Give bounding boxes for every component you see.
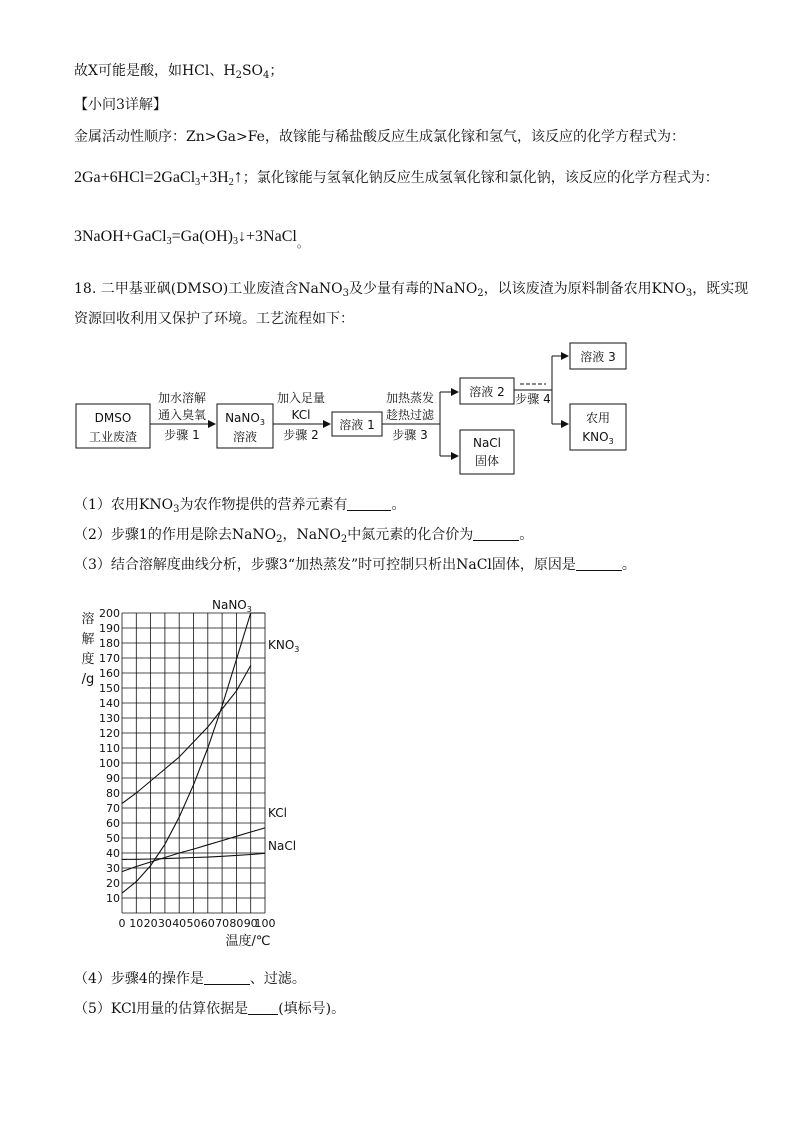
gas-arrow: ↑ [233, 166, 243, 186]
label-nano3: NaNO$_3$ [212, 598, 252, 614]
solution-line-1 [74, 60, 283, 81]
y-tick-label: 130 [99, 712, 120, 725]
text: ，以该废渣为原料制备农用KNO [483, 281, 686, 297]
x-tick-label: 20 [143, 917, 158, 930]
text: （1）农用KNO [74, 497, 174, 513]
subscript: 3 [233, 236, 239, 247]
text: ，NaNO [282, 527, 341, 543]
question-18-intro [74, 278, 748, 299]
text: 故X可能是酸，如HCl、H [74, 63, 236, 79]
y-axis-label-char: /g [81, 672, 95, 687]
label-kcl: KCl [268, 806, 287, 820]
label-kno3: $KNO_3$ [268, 638, 300, 654]
y-tick-label: 120 [99, 727, 120, 740]
y-tick-label: 30 [106, 862, 120, 875]
x-tick-label: 50 [186, 917, 201, 930]
text: ；氯化镓能与氢氧化钠反应生成氢氧化镓和氯化钠，该反应的化学方程式为： [242, 171, 719, 186]
answer-blank [347, 498, 391, 511]
box-solution-1-label: 溶液 1 [339, 418, 375, 432]
chart-grid [122, 613, 265, 913]
text: 18. 二甲基亚砜(DMSO)工业废渣含NaNO [74, 281, 343, 297]
solubility-chart [70, 593, 320, 953]
box-nano3-line2: 溶液 [232, 430, 258, 444]
y-tick-label: 190 [99, 622, 120, 635]
text: 为农作物提供的营养元素有 [179, 497, 348, 513]
y-tick-label: 180 [99, 637, 120, 650]
curve-nano3 [122, 666, 251, 804]
arrow2-top1: 加入足量 [276, 391, 326, 405]
box-nacl-line1: NaCl [472, 436, 502, 450]
subscript: 3 [195, 177, 201, 188]
question-2 [74, 524, 533, 545]
y-tick-label: 170 [99, 652, 120, 665]
text: ↓+3NaCl [238, 228, 297, 245]
x-tick-label: 70 [215, 917, 230, 930]
text: 及少量有毒的NaNO [348, 281, 478, 297]
arrow1-top2: 通入臭氧 [157, 408, 207, 422]
arrow1-top1: 加水溶解 [157, 391, 207, 405]
subscript: 3 [685, 288, 693, 299]
y-axis-label-char: 解 [81, 632, 95, 647]
arrow4-label: 步骤 4 [515, 392, 551, 406]
y-tick-label: 40 [106, 847, 120, 860]
x-tick-label: 10 [129, 917, 144, 930]
question-5 [74, 998, 345, 1018]
y-tick-label: 20 [106, 877, 120, 890]
text: （3）结合溶解度曲线分析，步骤3“加热蒸发”时可控制只析出NaCl固体，原因是 [74, 557, 576, 573]
y-tick-label: 200 [99, 607, 120, 620]
subscript: 2 [340, 534, 348, 545]
y-tick-label: 140 [99, 697, 120, 710]
text: 、过滤。 [249, 971, 306, 987]
y-tick-label: 10 [106, 892, 120, 905]
x-axis-label: 温度/℃ [225, 934, 271, 949]
y-tick-label: 160 [99, 667, 120, 680]
text: =Ga(OH) [171, 228, 234, 245]
text: 。 [391, 497, 406, 513]
arrow3-top2: 趁热过滤 [385, 408, 435, 422]
text: SO [241, 63, 264, 79]
arrow3-bottom: 步骤 3 [392, 428, 428, 442]
equation-2 [74, 228, 309, 251]
question-1 [74, 494, 405, 515]
text: 。 [296, 236, 309, 250]
x-tick-label: 100 [254, 917, 276, 930]
text: 3NaOH+GaCl [74, 228, 167, 245]
y-tick-label: 110 [99, 742, 120, 755]
answer-blank [473, 528, 519, 541]
subscript: 2 [235, 70, 242, 81]
subscript: 3 [342, 288, 349, 299]
y-tick-label: 60 [106, 817, 120, 830]
y-axis-label [81, 611, 94, 687]
arrow2-bottom: 步骤 2 [283, 428, 319, 442]
box-kno3-line2: $KNO_3$ [582, 430, 614, 446]
box-solution-2-label: 溶液 2 [469, 385, 505, 399]
text: （5）KCl用量的估算依据是 [74, 1001, 249, 1017]
text: （2）步骤1的作用是除去NaNO [74, 527, 277, 543]
text: 。 [519, 527, 534, 543]
activity-series-text: 金属活动性顺序：Zn>Ga>Fe，故镓能与稀盐酸反应生成氯化镓和氢气，该反应的化学方程式为： [74, 129, 685, 145]
y-axis-label-char: 溶 [81, 612, 95, 627]
question-3 [74, 554, 636, 574]
equation-1 [74, 166, 719, 188]
y-tick-label: 100 [99, 757, 120, 770]
answer-blank [248, 1002, 278, 1015]
text: ，既实现 [692, 281, 749, 297]
subscript: 4 [263, 70, 270, 81]
text: 2Ga+6HCl=2GaCl [74, 169, 196, 186]
subscript: 2 [477, 288, 484, 299]
y-tick-label: 150 [99, 682, 120, 695]
box-dmso-line1: DMSO [94, 411, 132, 425]
y-tick-label: 70 [106, 802, 120, 815]
arrow1-bottom: 步骤 1 [164, 428, 200, 442]
x-tick-label: 60 [200, 917, 215, 930]
x-tick-label: 80 [229, 917, 244, 930]
y-tick-label: 50 [106, 832, 120, 845]
question-18-intro-2: 资源回收利用又保护了环境。工艺流程如下： [74, 311, 354, 327]
x-tick-label: 0 [118, 917, 126, 930]
process-flowchart [60, 340, 700, 480]
subscript: 2 [276, 534, 283, 545]
subscript: 3 [166, 236, 172, 247]
y-tick-label: 90 [106, 772, 120, 785]
text: +3H [200, 169, 229, 186]
question-4 [74, 968, 306, 988]
text: （4）步骤4的操作是 [74, 971, 204, 987]
box-solution-3-label: 溶液 3 [580, 350, 616, 364]
text: (填标号)。 [278, 1001, 346, 1017]
text: ； [269, 63, 284, 79]
subscript: 2 [228, 177, 234, 188]
x-tick-label: 90 [243, 917, 258, 930]
x-tick-label: 30 [157, 917, 172, 930]
arrow2-top2: KCl [291, 408, 311, 422]
x-tick-label: 40 [172, 917, 187, 930]
y-tick-labels [99, 607, 120, 905]
subscript: 3 [173, 504, 180, 515]
y-axis-label-char: 度 [81, 652, 95, 667]
box-kno3-line1: 农用 [585, 411, 611, 425]
box-nano3-line1: NaNO$_3$ [225, 411, 265, 427]
text: 中氮元素的化合价为 [347, 527, 474, 543]
section-heading-3: 【小问3详解】 [74, 97, 167, 113]
answer-blank [576, 558, 622, 571]
text: 。 [621, 557, 636, 573]
x-tick-labels [119, 917, 276, 930]
answer-blank [204, 972, 250, 985]
arrow3-top1: 加热蒸发 [385, 391, 435, 405]
y-tick-label: 80 [106, 787, 120, 800]
box-nacl-line2: 固体 [474, 454, 500, 468]
label-nacl: NaCl [268, 839, 297, 853]
box-dmso-line2: 工业废渣 [88, 430, 138, 444]
